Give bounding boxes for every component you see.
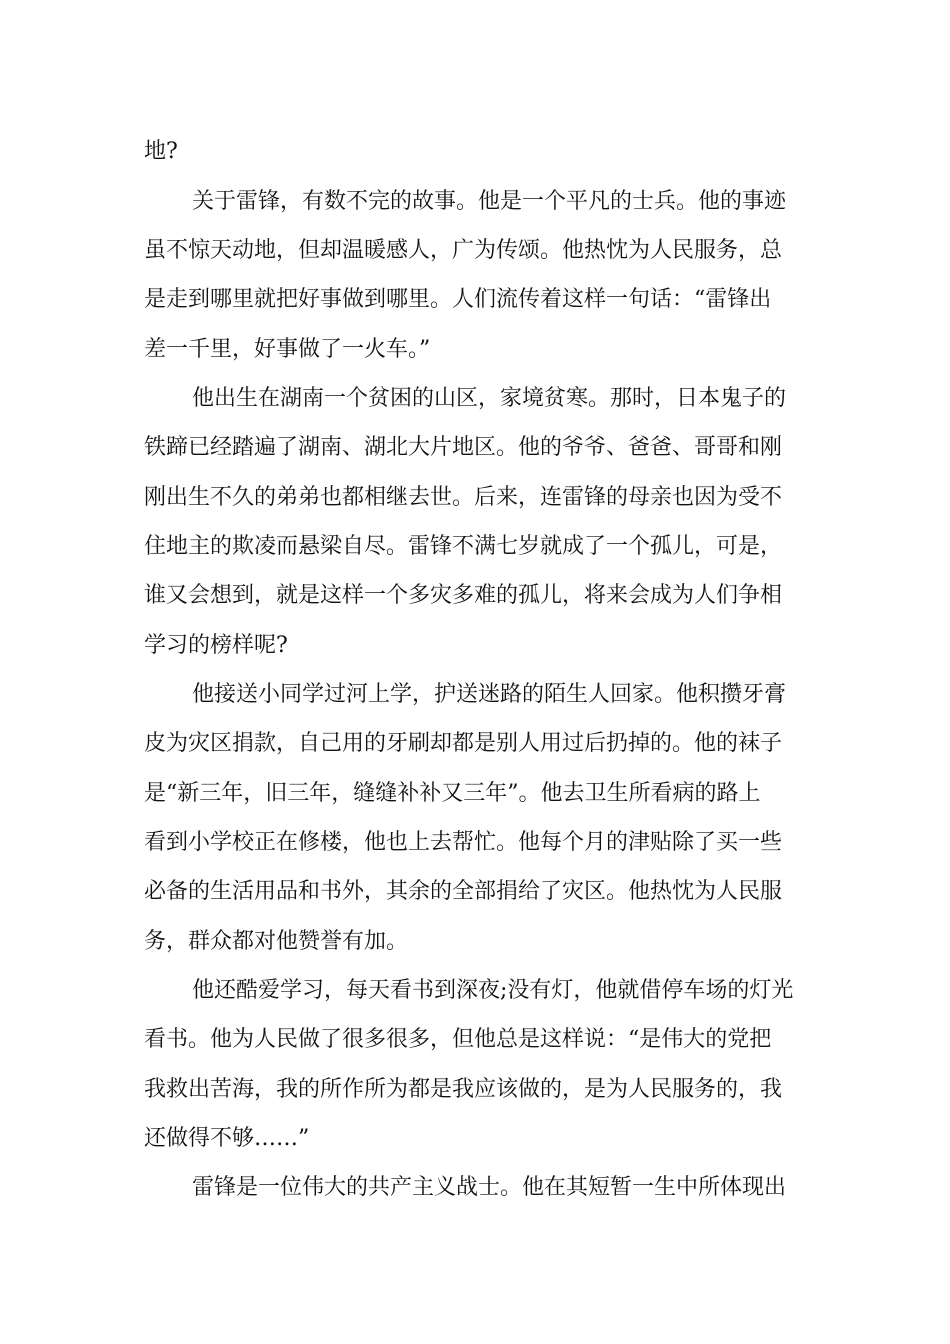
text-line: 我救出苦海，我的所作所为都是我应该做的，是为人民服务的，我	[144, 1077, 783, 1102]
text-line: 皮为灾区捐款，自己用的牙刷却都是别人用过后扔掉的。他的袜子	[144, 731, 783, 756]
text-line: 谁又会想到，就是这样一个多灾多难的孤儿，将来会成为人们争相	[144, 583, 783, 608]
text-line: 必备的生活用品和书外，其余的全部捐给了灾区。他热忱为人民服	[144, 879, 783, 904]
text-line: 住地主的欺凌而悬梁自尽。雷锋不满七岁就成了一个孤儿，可是，	[144, 534, 783, 559]
text-line: 看书。他为人民做了很多很多，但他总是这样说：“是伟大的党把	[144, 1027, 772, 1052]
text-line: 是“新三年，旧三年，缝缝补补又三年”。他去卫生所看病的路上	[144, 781, 761, 806]
text-line: 是走到哪里就把好事做到哪里。人们流传着这样一句话：“雷锋出	[144, 287, 772, 312]
text-line: 虽不惊天动地，但却温暖感人，广为传颂。他热忱为人民服务，总	[144, 238, 783, 263]
text-line: 还做得不够……”	[144, 1126, 310, 1151]
paragraph-start-line: 他接送小同学过河上学，护送迷路的陌生人回家。他积攒牙膏	[192, 682, 787, 707]
text-line: 看到小学校正在修楼，他也上去帮忙。他每个月的津贴除了买一些	[144, 830, 783, 855]
text-line: 差一千里，好事做了一火车。”	[144, 337, 431, 362]
paragraph-start-line: 关于雷锋，有数不完的故事。他是一个平凡的士兵。他的事迹	[192, 189, 787, 214]
text-line: 学习的榜样呢?	[144, 633, 288, 658]
paragraph-start-line: 雷锋是一位伟大的共产主义战士。他在其短暂一生中所体现出	[192, 1175, 787, 1200]
text-line: 铁蹄已经踏遍了湖南、湖北大片地区。他的爷爷、爸爸、哥哥和刚	[144, 435, 783, 460]
text-line: 务，群众都对他赞誉有加。	[144, 929, 409, 954]
text-line: 刚出生不久的弟弟也都相继去世。后来，连雷锋的母亲也因为受不	[144, 485, 783, 510]
paragraph-start-line: 他还酷爱学习，每天看书到深夜;没有灯，他就借停车场的灯光	[192, 978, 794, 1003]
paragraph-start-line: 他出生在湖南一个贫困的山区，家境贫寒。那时，日本鬼子的	[192, 386, 787, 411]
text-line: 地?	[144, 139, 178, 164]
